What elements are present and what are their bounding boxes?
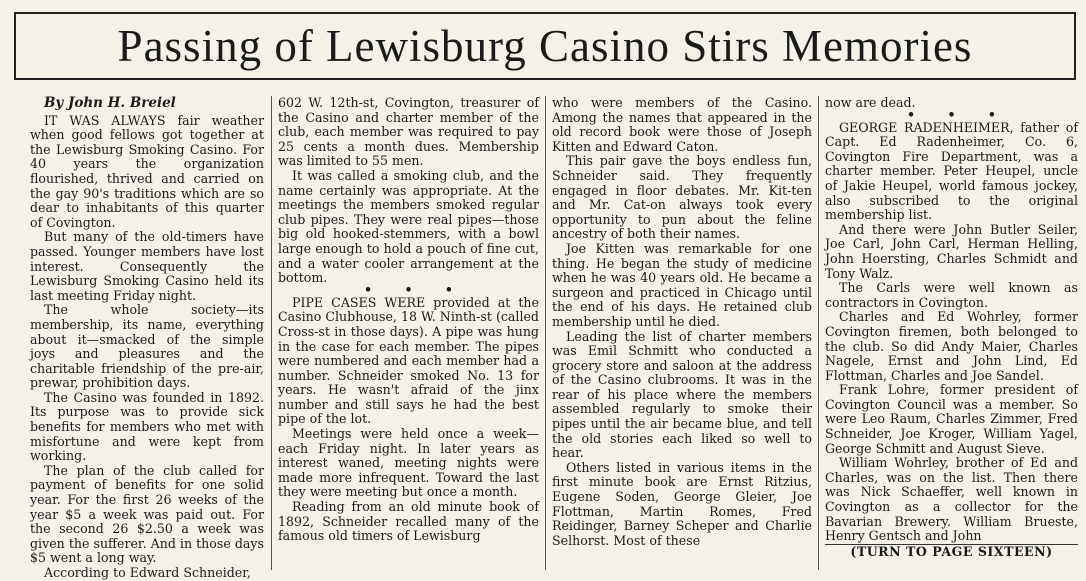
paragraph: William Wohrley, brother of Ed and Charles, was on the list. Then there was Nick Schaeffer, well known in Covington as a collector for the Bavarian Brewery. William Brueste, Henry Gentsch and John xyxy=(825,455,1078,544)
paragraph: IT WAS ALWAYS fair weather when good fellows got together at the Lewisburg Smoking Casino. For 40 years the organization flourished, thrived and carried on the gay 90's traditions which are so dear to inhabitants of this quarter of Covington. xyxy=(30,112,264,230)
paragraph: Frank Lohre, former president of Covington Council was a member. So were Leo Raum, Charles Zimmer, Fred Schneider, Joe Kroger, William Yagel, George Schmitt and August Sieve. xyxy=(825,382,1078,456)
paragraph: But many of the old-timers have passed. Younger members have lost interest. Consequently the Lewisburg Smoking Casino held its last meeting Friday night. xyxy=(30,229,264,303)
headline-box xyxy=(14,12,1076,80)
continued-notice: (TURN TO PAGE SIXTEEN) xyxy=(825,544,1078,560)
article-column-2 xyxy=(278,96,539,568)
paragraph: The Carls were well known as contractors in Covington. xyxy=(825,280,1078,310)
paragraph: And there were John Butler Seiler, Joe Carl, John Carl, Herman Helling, John Hoersting, Charles Schmidt and Tony Walz. xyxy=(825,221,1078,281)
column-rule xyxy=(818,96,819,570)
byline: By John H. Breiel xyxy=(44,95,176,111)
paragraph: Reading from an old minute book of 1892, Schneider recalled many of the famous old timers of Lewisburg xyxy=(278,499,539,544)
article-column-1 xyxy=(30,95,264,580)
paragraph: The Casino was founded in 1892. Its purpose was to provide sick benefits for members who met with misfortune and were kept from working. xyxy=(30,389,264,464)
section-break-dots: • • • xyxy=(364,281,467,297)
paragraph: The whole society—its membership, its name, everything about it—smacked of the simple joys and pleasures and the charitable friendship of the pre-air, prewar, prohibition days. xyxy=(30,302,264,391)
paragraph: Leading the list of charter members was Emil Schmitt who conducted a grocery store and saloon at the address of the Casino clubrooms. It was in the rear of his place where the members assembled regularly to smoke their pipes until the air became blue, and tell the old stories each liked so well to hear. xyxy=(552,328,812,461)
paragraph: Charles and Ed Wohrley, former Covington firemen, both belonged to the club. So did Andy Maier, Charles Nagele, Ernst and John Lind, Ed Flottman, Charles and Joe Sandel. xyxy=(825,309,1078,383)
paragraph: who were members of the Casino. Among the names that appeared in the old record book were those of Joseph Kitten and Edward Caton. xyxy=(552,95,812,154)
paragraph: It was called a smoking club, and the name certainly was appropriate. At the meetings the members smoked regular club pipes. They were real pipes—those big old hooked-stemmers, with a bowl large enough to hold a pouch of fine cut, and a water cooler arrangement at the bottom. xyxy=(278,167,539,286)
paragraph: Meetings were held once a week—each Friday night. In later years as interest waned, meeting nights were made more infrequent. Toward the last they were meeting but once a month. xyxy=(278,426,539,500)
section-break-dots: • • • xyxy=(907,106,1010,122)
headline: Passing of Lewisburg Casino Stirs Memories xyxy=(117,21,973,71)
article-column-4 xyxy=(825,96,1078,568)
paragraph: Others listed in various items in the first minute book are Ernst Ritzius, Eugene Soden, George Gleier, Joe Flottman, Martin Romes, Fred Reidinger, Barney Scheper and Charlie Selhorst. Most of these xyxy=(552,459,812,548)
paragraph: The plan of the club called for payment of benefits for one solid year. For the first 26 weeks of the year $5 a week was paid out. For the second 26 $2.50 a week was given the sufferer. And in those days $5 went a long way. xyxy=(30,462,264,566)
paragraph: 602 W. 12th-st, Covington, treasurer of the Casino and charter member of the club, each member was required to pay 25 cents a month dues. Membership was limited to 55 men. xyxy=(278,95,539,169)
paragraph: PIPE CASES WERE provided at the Casino Clubhouse, 18 W. Ninth-st (called Cross-st in those days). A pipe was hung in the case for each member. The pipes were numbered and each member had a number. Schneider smoked No. 13 for years. He wasn't afraid of the jinx number and still says he had the best pipe of the lot. xyxy=(278,294,539,427)
column-rule xyxy=(271,96,272,570)
article-column-3 xyxy=(552,96,812,568)
paragraph: now are dead. xyxy=(825,95,916,110)
paragraph: This pair gave the boys endless fun, Schneider said. They frequently engaged in floor debates. Mr. Kit-ten and Mr. Cat-on always took every opportunity to pun about the feline ancestry of both their names. xyxy=(552,153,812,242)
column-rule xyxy=(545,96,546,570)
paragraph: According to Edward Schneider, xyxy=(44,565,251,580)
paragraph: Joe Kitten was remarkable for one thing. He began the study of medicine when he was 40 years old. He became a surgeon and practiced in Chicago until the end of his days. He retained club membership until he died. xyxy=(552,240,812,329)
paragraph: GEORGE RADENHEIMER, father of Capt. Ed Radenheimer, Co. 6, Covington Fire Department, was a charter member. Peter Heupel, uncle of Jakie Heupel, world famous jockey, also subscribed to the original membership list. xyxy=(825,119,1078,223)
